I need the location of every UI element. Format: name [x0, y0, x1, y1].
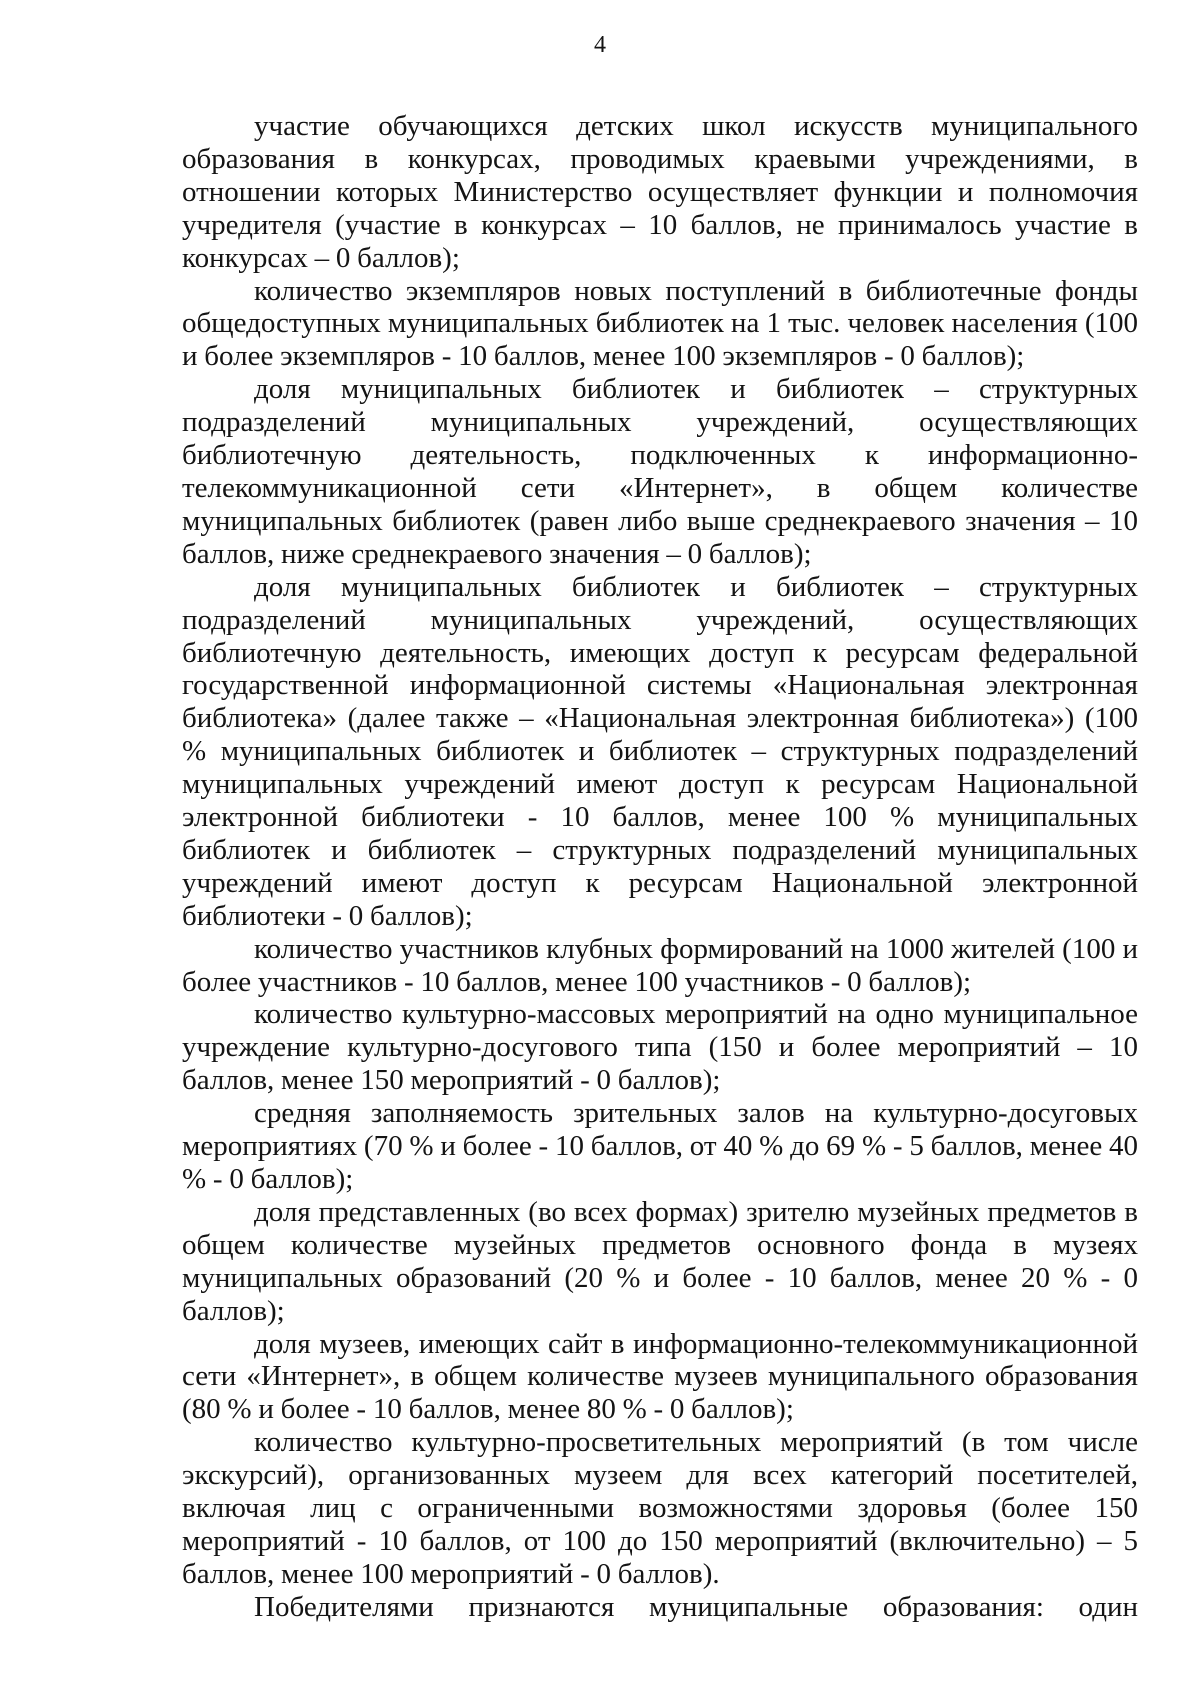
paragraph-hall-occupancy: средняя заполняемость зрительных залов на культурно-досуговых мероприятиях (70 % и более - 10 баллов, от 40 % до 69 % - 5 баллов, менее 40 % - 0 баллов);	[182, 1097, 1138, 1195]
paragraph-club-participants: количество участников клубных формирований на 1000 жителей (100 и более участников - 10 баллов, менее 100 участников - 0 баллов);	[182, 932, 1138, 998]
paragraph-libraries-internet: доля муниципальных библиотек и библиотек – структурных подразделений муниципальных учреждений, осуществляющих библиотечную деятельность, подключенных к информационно-телекоммуникационной сети «Интернет», в общем количестве муниципальных библиотек (равен либо выше среднекраевого значения – 10 баллов, ниже среднекраевого значения – 0 баллов);	[182, 373, 1138, 570]
paragraph-national-electronic-library: доля муниципальных библиотек и библиотек – структурных подразделений муниципальных учреждений, осуществляющих библиотечную деятельность, имеющих доступ к ресурсам федеральной государственной информационной системы «Национальная электронная библиотека» (далее также – «Национальная электронная библиотека») (100 % муниципальных библиотек и библиотек – структурных подразделений муниципальных учреждений имеют доступ к ресурсам Национальной электронной библиотеки - 10 баллов, менее 100 % муниципальных библиотек и библиотек – структурных подразделений муниципальных учреждений имеют доступ к ресурсам Национальной электронной библиотеки - 0 баллов);	[182, 570, 1138, 932]
paragraph-museum-exhibits: доля представленных (во всех формах) зрителю музейных предметов в общем количестве музейных предметов основного фонда в музеях муниципальных образований (20 % и более - 10 баллов, менее 20 % - 0 баллов);	[182, 1195, 1138, 1327]
paragraph-art-schools-contests: участие обучающихся детских школ искусств муниципального образования в конкурсах, проводимых краевыми учреждениями, в отношении которых Министерство осуществляет функции и полномочия учредителя (участие в конкурсах – 10 баллов, не принималось участие в конкурсах – 0 баллов);	[182, 110, 1138, 274]
paragraph-winners: Победителями признаются муниципальные образования: один	[254, 1590, 1138, 1623]
paragraph-museum-websites: доля музеев, имеющих сайт в информационно-телекоммуникационной сети «Интернет», в общем количестве музеев муниципального образования (80 % и более - 10 баллов, менее 80 % - 0 баллов);	[182, 1327, 1138, 1426]
document-body	[182, 110, 1138, 1624]
paragraph-museum-educational-events: количество культурно-просветительных мероприятий (в том числе экскурсий), организованных музеем для всех категорий посетителей, включая лиц с ограниченными возможностями здоровья (более 150 мероприятий - 10 баллов, от 100 до 150 мероприятий (включительно) – 5 баллов, менее 100 мероприятий - 0 баллов).	[182, 1426, 1138, 1590]
paragraph-library-acquisitions: количество экземпляров новых поступлений в библиотечные фонды общедоступных муниципальных библиотек на 1 тыс. человек населения (100 и более экземпляров - 10 баллов, менее 100 экземпляров - 0 баллов);	[182, 274, 1138, 373]
paragraph-cultural-events: количество культурно-массовых мероприятий на одно муниципальное учреждение культурно-досугового типа (150 и более мероприятий – 10 баллов, менее 150 мероприятий - 0 баллов);	[182, 998, 1138, 1097]
page-number: 4	[594, 32, 606, 58]
